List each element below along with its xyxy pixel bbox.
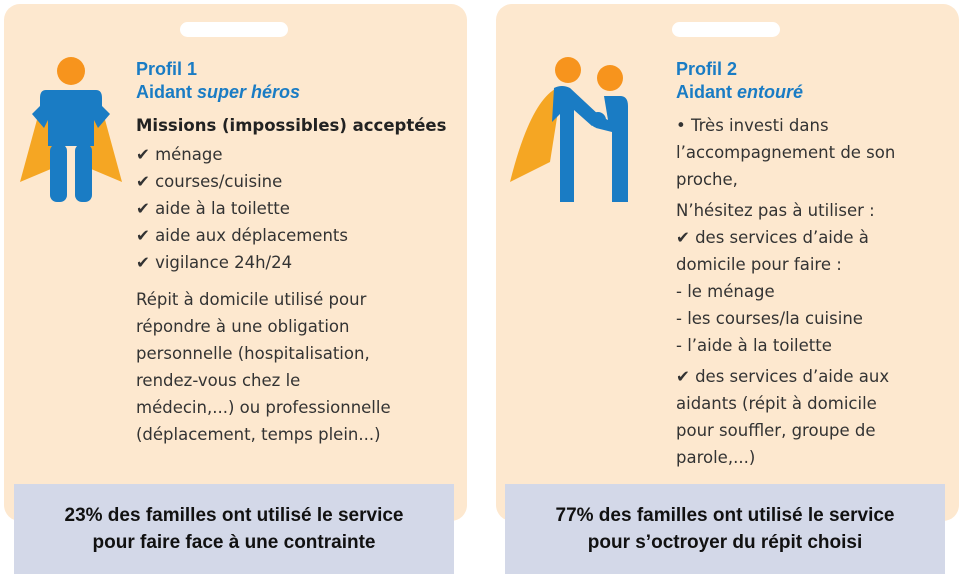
mission-item: ✔ ménage	[136, 145, 223, 164]
statistic-line: pour faire face à une contrainte	[92, 532, 376, 553]
missions-title: Missions (impossibles) acceptées	[136, 116, 447, 135]
respite-line: (déplacement, temps plein...)	[136, 425, 381, 444]
mission-item: ✔ aide aux déplacements	[136, 226, 348, 245]
advice-line: N’hésitez pas à utiliser :	[676, 201, 875, 220]
profile-title-emph: entouré	[737, 82, 804, 102]
profile-heading	[676, 58, 803, 104]
mission-item: ✔ aide à la toilette	[136, 199, 290, 218]
carer-line: ✔ des services d’aide aux	[676, 367, 890, 386]
respite-line: personnelle (hospitalisation,	[136, 344, 370, 363]
profile-title	[136, 81, 300, 104]
profile-title-emph: super héros	[197, 82, 301, 102]
respite-line: répondre à une obligation	[136, 317, 350, 336]
profile-2-statistic	[505, 484, 945, 574]
respite-line: rendez-vous chez le	[136, 371, 301, 390]
profile-title-prefix: Aidant	[136, 82, 197, 102]
profile-title	[676, 81, 803, 104]
intro-line: l’accompagnement de son	[676, 143, 896, 162]
profile-card-2	[496, 4, 959, 521]
respite-line: médecin,...) ou professionnelle	[136, 398, 391, 417]
intro-line: proche,	[676, 170, 738, 189]
profile-body	[136, 112, 456, 448]
profile-1-statistic	[14, 484, 454, 574]
statistic-line: pour s’octroyer du répit choisi	[587, 532, 863, 553]
statistic-line: 77% des familles ont utilisé le service	[555, 505, 895, 526]
advice-line: - le ménage	[676, 282, 775, 301]
superhero-figure-icon	[16, 54, 126, 214]
profile-number: Profil 1	[136, 59, 198, 79]
advice-line: domicile pour faire :	[676, 255, 842, 274]
profile-number: Profil 2	[676, 59, 738, 79]
respite-line: Répit à domicile utilisé pour	[136, 290, 367, 309]
profile-heading	[136, 58, 300, 104]
profile-body	[676, 112, 946, 471]
statistic-line: 23% des familles ont utilisé le service	[64, 505, 404, 526]
mission-item: ✔ vigilance 24h/24	[136, 253, 293, 272]
profile-card-1	[4, 4, 467, 521]
intro-line: • Très investi dans	[676, 116, 829, 135]
advice-line: - l’aide à la toilette	[676, 336, 832, 355]
carer-line: pour souffler, groupe de	[676, 421, 876, 440]
advice-line: ✔ des services d’aide à	[676, 228, 869, 247]
profile-title-prefix: Aidant	[676, 82, 737, 102]
advice-line: - les courses/la cuisine	[676, 309, 863, 328]
card-tab	[180, 22, 288, 37]
mission-item: ✔ courses/cuisine	[136, 172, 283, 191]
handshake-figures-icon	[504, 54, 664, 214]
carer-line: parole,...)	[676, 448, 756, 467]
carer-line: aidants (répit à domicile	[676, 394, 877, 413]
card-tab	[672, 22, 780, 37]
